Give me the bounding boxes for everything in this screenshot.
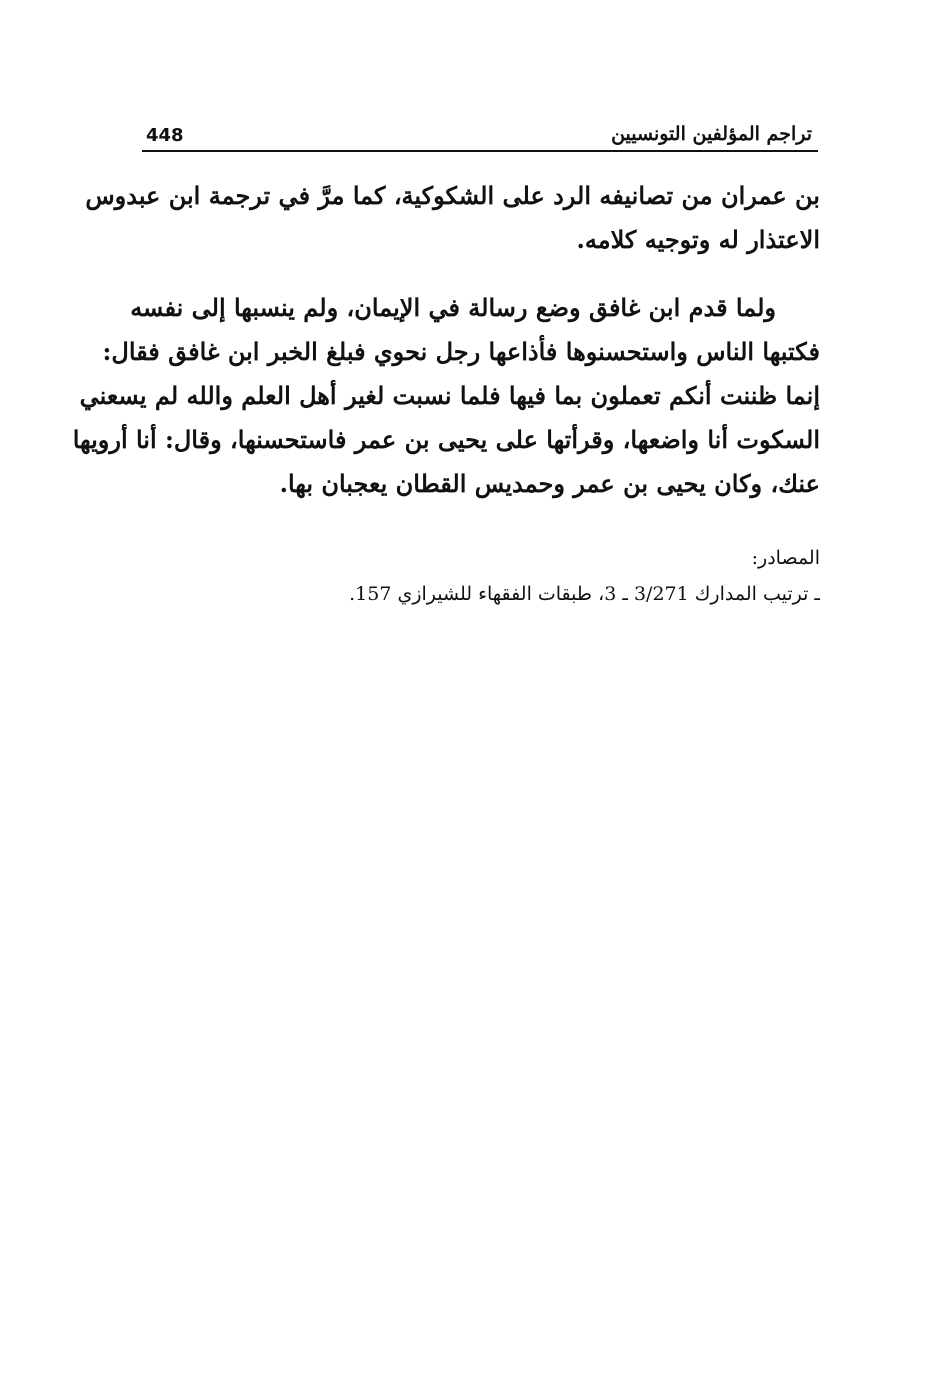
text-line: بن عمران من تصانيفه الرد على الشكوكية، كما مرَّ في ترجمة ابن عبدوس <box>85 181 820 210</box>
text-line: السكوت أنا واضعها، وقرأتها على يحيى بن عمر فاستحسنها، وقال: أنا أرويها <box>72 425 820 454</box>
paragraph-1 <box>85 174 820 262</box>
text-line: الاعتذار له وتوجيه كلامه. <box>576 225 820 254</box>
text-line: عنك، وكان يحيى بن عمر وحمديس القطان يعجبان بها. <box>279 469 820 498</box>
sources-section <box>136 540 820 612</box>
book-title: تراجم المؤلفين التونسيين <box>611 123 812 145</box>
text-line: ولما قدم ابن غافق وضع رسالة في الإيمان، ولم ينسبها إلى نفسه <box>130 293 776 322</box>
page-number: 448 <box>146 125 184 146</box>
sources-heading: المصادر: <box>751 547 820 569</box>
paragraph-2 <box>72 286 820 506</box>
text-line: إنما ظننت أنكم تعملون بما فيها فلما نسبت لغير أهل العلم والله لم يسعني <box>79 381 820 410</box>
running-header <box>142 112 818 152</box>
sources-item: ـ ترتيب المدارك 3/271 ـ 3، طبقات الفقهاء للشيرازي 157. <box>349 583 820 605</box>
text-line: فكتبها الناس واستحسنوها فأذاعها رجل نحوي فبلغ الخبر ابن غافق فقال: <box>102 337 820 366</box>
